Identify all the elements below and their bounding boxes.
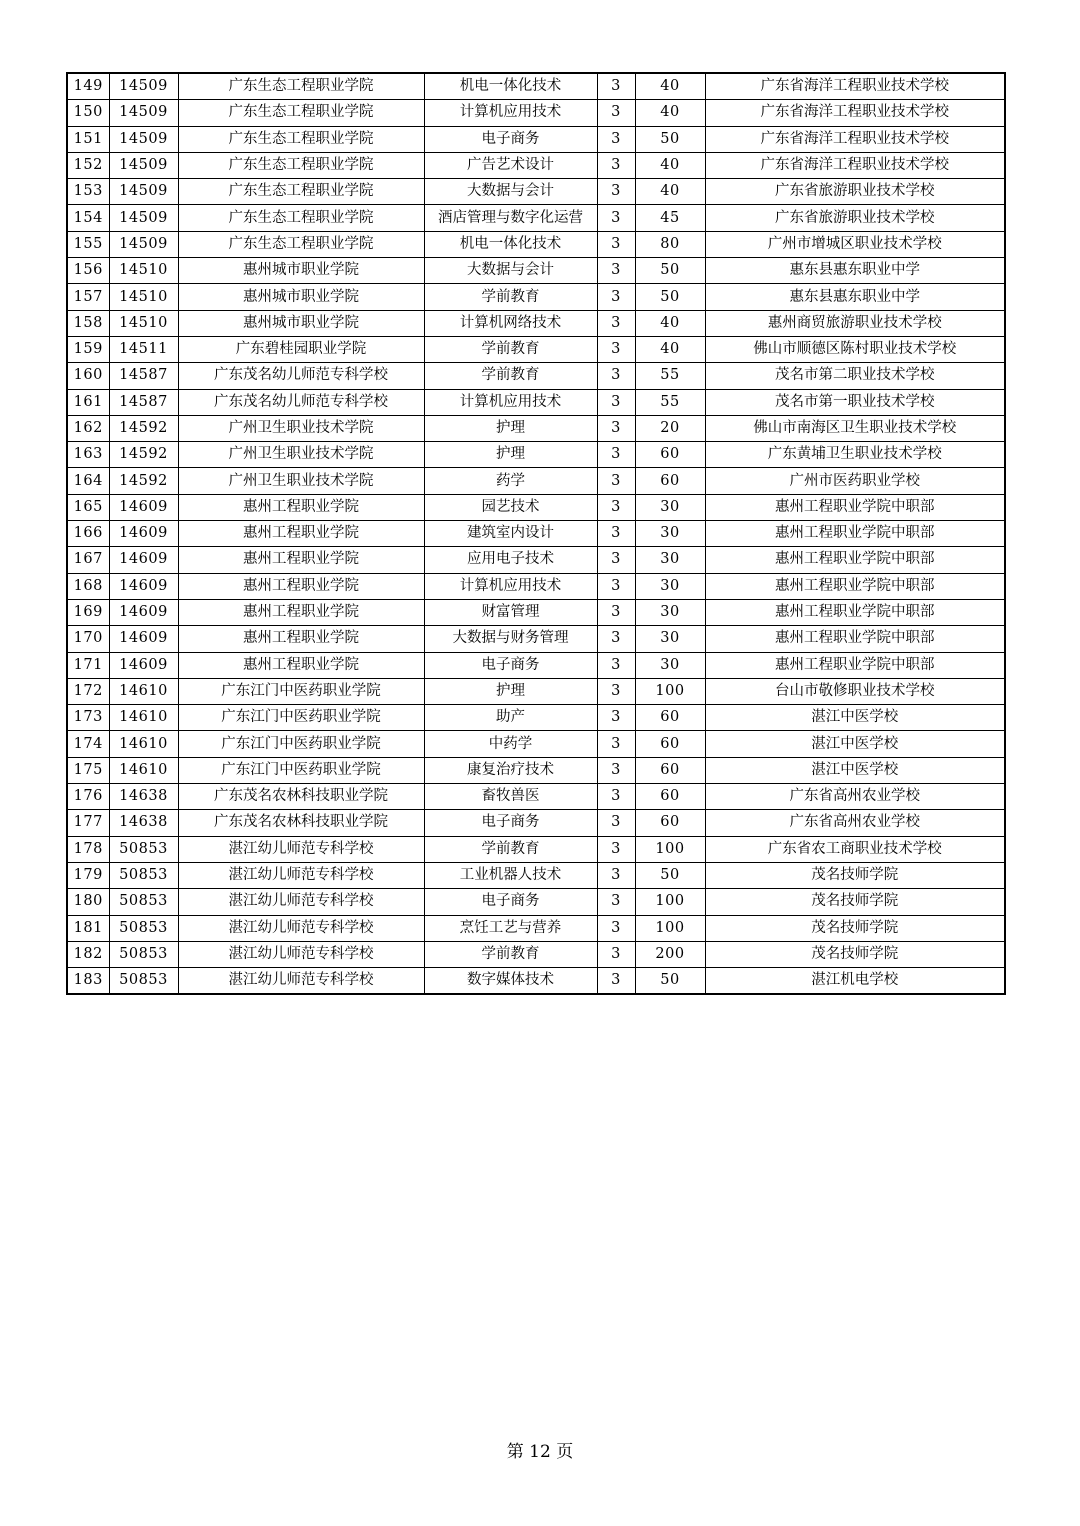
table-row bbox=[67, 494, 1005, 520]
college-name-cell: 广东生态工程职业学院 bbox=[178, 205, 424, 231]
school-code-cell: 14587 bbox=[109, 389, 178, 415]
college-name-cell: 广东生态工程职业学院 bbox=[178, 152, 424, 178]
row-index-cell: 150 bbox=[67, 100, 109, 126]
major-cell: 电子商务 bbox=[424, 889, 597, 915]
table-row bbox=[67, 862, 1005, 888]
major-cell: 计算机应用技术 bbox=[424, 100, 597, 126]
duration-cell: 3 bbox=[597, 363, 635, 389]
major-cell: 机电一体化技术 bbox=[424, 73, 597, 100]
table-row bbox=[67, 889, 1005, 915]
college-name-cell: 惠州工程职业学院 bbox=[178, 521, 424, 547]
school-code-cell: 14509 bbox=[109, 126, 178, 152]
duration-cell: 3 bbox=[597, 678, 635, 704]
college-name-cell: 广东生态工程职业学院 bbox=[178, 179, 424, 205]
major-cell: 大数据与会计 bbox=[424, 179, 597, 205]
quota-cell: 50 bbox=[635, 968, 705, 995]
row-index-cell: 149 bbox=[67, 73, 109, 100]
row-index-cell: 176 bbox=[67, 784, 109, 810]
duration-cell: 3 bbox=[597, 757, 635, 783]
college-name-cell: 湛江幼儿师范专科学校 bbox=[178, 968, 424, 995]
partner-school-cell: 广东省海洋工程职业技术学校 bbox=[705, 152, 1005, 178]
partner-school-cell: 广东黄埔卫生职业技术学校 bbox=[705, 442, 1005, 468]
partner-school-cell: 惠州工程职业学院中职部 bbox=[705, 573, 1005, 599]
quota-cell: 60 bbox=[635, 731, 705, 757]
row-index-cell: 171 bbox=[67, 652, 109, 678]
college-name-cell: 湛江幼儿师范专科学校 bbox=[178, 915, 424, 941]
row-index-cell: 164 bbox=[67, 468, 109, 494]
partner-school-cell: 湛江机电学校 bbox=[705, 968, 1005, 995]
quota-cell: 55 bbox=[635, 363, 705, 389]
major-cell: 数字媒体技术 bbox=[424, 968, 597, 995]
quota-cell: 60 bbox=[635, 784, 705, 810]
major-cell: 电子商务 bbox=[424, 126, 597, 152]
row-index-cell: 155 bbox=[67, 231, 109, 257]
partner-school-cell: 佛山市顺德区陈村职业技术学校 bbox=[705, 336, 1005, 362]
major-cell: 护理 bbox=[424, 678, 597, 704]
duration-cell: 3 bbox=[597, 889, 635, 915]
table-row bbox=[67, 678, 1005, 704]
duration-cell: 3 bbox=[597, 941, 635, 967]
college-name-cell: 广东茂名农林科技职业学院 bbox=[178, 784, 424, 810]
major-cell: 电子商务 bbox=[424, 652, 597, 678]
row-index-cell: 154 bbox=[67, 205, 109, 231]
major-cell: 大数据与财务管理 bbox=[424, 626, 597, 652]
table-row bbox=[67, 152, 1005, 178]
duration-cell: 3 bbox=[597, 336, 635, 362]
row-index-cell: 158 bbox=[67, 310, 109, 336]
duration-cell: 3 bbox=[597, 231, 635, 257]
duration-cell: 3 bbox=[597, 258, 635, 284]
major-cell: 园艺技术 bbox=[424, 494, 597, 520]
duration-cell: 3 bbox=[597, 205, 635, 231]
partner-school-cell: 广东省高州农业学校 bbox=[705, 810, 1005, 836]
partner-school-cell: 茂名技师学院 bbox=[705, 941, 1005, 967]
school-code-cell: 14609 bbox=[109, 573, 178, 599]
row-index-cell: 160 bbox=[67, 363, 109, 389]
duration-cell: 3 bbox=[597, 705, 635, 731]
partner-school-cell: 广东省海洋工程职业技术学校 bbox=[705, 126, 1005, 152]
row-index-cell: 167 bbox=[67, 547, 109, 573]
table-row bbox=[67, 652, 1005, 678]
quota-cell: 30 bbox=[635, 599, 705, 625]
major-cell: 中药学 bbox=[424, 731, 597, 757]
duration-cell: 3 bbox=[597, 100, 635, 126]
college-name-cell: 湛江幼儿师范专科学校 bbox=[178, 862, 424, 888]
row-index-cell: 180 bbox=[67, 889, 109, 915]
quota-cell: 100 bbox=[635, 678, 705, 704]
partner-school-cell: 惠州商贸旅游职业技术学校 bbox=[705, 310, 1005, 336]
duration-cell: 3 bbox=[597, 573, 635, 599]
row-index-cell: 177 bbox=[67, 810, 109, 836]
quota-cell: 60 bbox=[635, 468, 705, 494]
college-name-cell: 惠州城市职业学院 bbox=[178, 310, 424, 336]
quota-cell: 100 bbox=[635, 889, 705, 915]
school-code-cell: 14609 bbox=[109, 599, 178, 625]
college-name-cell: 湛江幼儿师范专科学校 bbox=[178, 889, 424, 915]
table-row bbox=[67, 731, 1005, 757]
quota-cell: 80 bbox=[635, 231, 705, 257]
row-index-cell: 178 bbox=[67, 836, 109, 862]
major-cell: 护理 bbox=[424, 442, 597, 468]
college-name-cell: 广东江门中医药职业学院 bbox=[178, 757, 424, 783]
table-row bbox=[67, 784, 1005, 810]
duration-cell: 3 bbox=[597, 915, 635, 941]
major-cell: 畜牧兽医 bbox=[424, 784, 597, 810]
school-code-cell: 50853 bbox=[109, 889, 178, 915]
school-code-cell: 14609 bbox=[109, 494, 178, 520]
table-row bbox=[67, 757, 1005, 783]
duration-cell: 3 bbox=[597, 442, 635, 468]
major-cell: 机电一体化技术 bbox=[424, 231, 597, 257]
partner-school-cell: 湛江中医学校 bbox=[705, 705, 1005, 731]
major-cell: 学前教育 bbox=[424, 336, 597, 362]
quota-cell: 50 bbox=[635, 284, 705, 310]
row-index-cell: 179 bbox=[67, 862, 109, 888]
college-name-cell: 广东江门中医药职业学院 bbox=[178, 678, 424, 704]
major-cell: 工业机器人技术 bbox=[424, 862, 597, 888]
school-code-cell: 14609 bbox=[109, 547, 178, 573]
quota-cell: 100 bbox=[635, 915, 705, 941]
table-row bbox=[67, 626, 1005, 652]
school-code-cell: 14509 bbox=[109, 231, 178, 257]
quota-cell: 60 bbox=[635, 442, 705, 468]
college-name-cell: 惠州城市职业学院 bbox=[178, 284, 424, 310]
school-code-cell: 14509 bbox=[109, 205, 178, 231]
major-cell: 广告艺术设计 bbox=[424, 152, 597, 178]
quota-cell: 60 bbox=[635, 757, 705, 783]
school-code-cell: 14610 bbox=[109, 678, 178, 704]
partner-school-cell: 广东省高州农业学校 bbox=[705, 784, 1005, 810]
college-name-cell: 广东生态工程职业学院 bbox=[178, 126, 424, 152]
quota-cell: 30 bbox=[635, 494, 705, 520]
partner-school-cell: 台山市敬修职业技术学校 bbox=[705, 678, 1005, 704]
partner-school-cell: 广东省海洋工程职业技术学校 bbox=[705, 100, 1005, 126]
table-row bbox=[67, 73, 1005, 100]
table-row bbox=[67, 310, 1005, 336]
duration-cell: 3 bbox=[597, 652, 635, 678]
table-row bbox=[67, 915, 1005, 941]
school-code-cell: 14509 bbox=[109, 179, 178, 205]
row-index-cell: 169 bbox=[67, 599, 109, 625]
duration-cell: 3 bbox=[597, 862, 635, 888]
table-row bbox=[67, 599, 1005, 625]
table-row bbox=[67, 573, 1005, 599]
row-index-cell: 170 bbox=[67, 626, 109, 652]
table-row bbox=[67, 810, 1005, 836]
partner-school-cell: 惠东县惠东职业中学 bbox=[705, 284, 1005, 310]
school-code-cell: 14509 bbox=[109, 152, 178, 178]
table-row bbox=[67, 363, 1005, 389]
partner-school-cell: 茂名技师学院 bbox=[705, 862, 1005, 888]
duration-cell: 3 bbox=[597, 731, 635, 757]
table-row bbox=[67, 205, 1005, 231]
school-code-cell: 14610 bbox=[109, 705, 178, 731]
school-code-cell: 14609 bbox=[109, 521, 178, 547]
partner-school-cell: 茂名市第二职业技术学校 bbox=[705, 363, 1005, 389]
college-name-cell: 广州卫生职业技术学院 bbox=[178, 442, 424, 468]
major-cell: 学前教育 bbox=[424, 941, 597, 967]
row-index-cell: 174 bbox=[67, 731, 109, 757]
row-index-cell: 161 bbox=[67, 389, 109, 415]
row-index-cell: 166 bbox=[67, 521, 109, 547]
table-row bbox=[67, 126, 1005, 152]
partner-school-cell: 惠州工程职业学院中职部 bbox=[705, 547, 1005, 573]
school-code-cell: 14509 bbox=[109, 73, 178, 100]
school-code-cell: 14509 bbox=[109, 100, 178, 126]
duration-cell: 3 bbox=[597, 626, 635, 652]
table-row bbox=[67, 100, 1005, 126]
school-code-cell: 14592 bbox=[109, 415, 178, 441]
quota-cell: 40 bbox=[635, 179, 705, 205]
school-code-cell: 14638 bbox=[109, 810, 178, 836]
major-cell: 计算机应用技术 bbox=[424, 573, 597, 599]
partner-school-cell: 广东省海洋工程职业技术学校 bbox=[705, 73, 1005, 100]
duration-cell: 3 bbox=[597, 494, 635, 520]
major-cell: 应用电子技术 bbox=[424, 547, 597, 573]
duration-cell: 3 bbox=[597, 810, 635, 836]
row-index-cell: 173 bbox=[67, 705, 109, 731]
partner-school-cell: 广东省农工商职业技术学校 bbox=[705, 836, 1005, 862]
college-name-cell: 惠州城市职业学院 bbox=[178, 258, 424, 284]
quota-cell: 60 bbox=[635, 810, 705, 836]
quota-cell: 20 bbox=[635, 415, 705, 441]
table-row bbox=[67, 468, 1005, 494]
partner-school-cell: 惠州工程职业学院中职部 bbox=[705, 494, 1005, 520]
college-name-cell: 广东生态工程职业学院 bbox=[178, 100, 424, 126]
duration-cell: 3 bbox=[597, 415, 635, 441]
partner-school-cell: 惠州工程职业学院中职部 bbox=[705, 652, 1005, 678]
school-code-cell: 14609 bbox=[109, 626, 178, 652]
table-row bbox=[67, 836, 1005, 862]
school-code-cell: 14511 bbox=[109, 336, 178, 362]
table-body bbox=[67, 73, 1005, 994]
major-cell: 烹饪工艺与营养 bbox=[424, 915, 597, 941]
school-code-cell: 50853 bbox=[109, 836, 178, 862]
table-row bbox=[67, 258, 1005, 284]
row-index-cell: 162 bbox=[67, 415, 109, 441]
college-name-cell: 广东生态工程职业学院 bbox=[178, 73, 424, 100]
college-name-cell: 惠州工程职业学院 bbox=[178, 494, 424, 520]
quota-cell: 40 bbox=[635, 100, 705, 126]
partner-school-cell: 广东省旅游职业技术学校 bbox=[705, 179, 1005, 205]
school-code-cell: 50853 bbox=[109, 862, 178, 888]
school-code-cell: 50853 bbox=[109, 968, 178, 995]
row-index-cell: 165 bbox=[67, 494, 109, 520]
row-index-cell: 175 bbox=[67, 757, 109, 783]
major-cell: 建筑室内设计 bbox=[424, 521, 597, 547]
duration-cell: 3 bbox=[597, 968, 635, 995]
page-number: 第 12 页 bbox=[506, 1442, 574, 1462]
partner-school-cell: 茂名市第一职业技术学校 bbox=[705, 389, 1005, 415]
major-cell: 财富管理 bbox=[424, 599, 597, 625]
college-name-cell: 广东生态工程职业学院 bbox=[178, 231, 424, 257]
quota-cell: 45 bbox=[635, 205, 705, 231]
college-name-cell: 惠州工程职业学院 bbox=[178, 652, 424, 678]
quota-cell: 50 bbox=[635, 862, 705, 888]
college-name-cell: 广州卫生职业技术学院 bbox=[178, 415, 424, 441]
duration-cell: 3 bbox=[597, 310, 635, 336]
duration-cell: 3 bbox=[597, 599, 635, 625]
duration-cell: 3 bbox=[597, 126, 635, 152]
table-row bbox=[67, 179, 1005, 205]
quota-cell: 50 bbox=[635, 258, 705, 284]
partner-school-cell: 广州市医药职业学校 bbox=[705, 468, 1005, 494]
quota-cell: 30 bbox=[635, 547, 705, 573]
school-code-cell: 50853 bbox=[109, 941, 178, 967]
duration-cell: 3 bbox=[597, 468, 635, 494]
table-row bbox=[67, 284, 1005, 310]
major-cell: 药学 bbox=[424, 468, 597, 494]
major-cell: 计算机应用技术 bbox=[424, 389, 597, 415]
table-row bbox=[67, 968, 1005, 995]
major-cell: 电子商务 bbox=[424, 810, 597, 836]
school-code-cell: 14610 bbox=[109, 757, 178, 783]
quota-cell: 30 bbox=[635, 573, 705, 599]
major-cell: 酒店管理与数字化运营 bbox=[424, 205, 597, 231]
duration-cell: 3 bbox=[597, 521, 635, 547]
table-row bbox=[67, 231, 1005, 257]
college-name-cell: 湛江幼儿师范专科学校 bbox=[178, 941, 424, 967]
partner-school-cell: 佛山市南海区卫生职业技术学校 bbox=[705, 415, 1005, 441]
partner-school-cell: 惠州工程职业学院中职部 bbox=[705, 599, 1005, 625]
quota-cell: 50 bbox=[635, 126, 705, 152]
college-name-cell: 惠州工程职业学院 bbox=[178, 547, 424, 573]
row-index-cell: 157 bbox=[67, 284, 109, 310]
major-cell: 计算机网络技术 bbox=[424, 310, 597, 336]
row-index-cell: 159 bbox=[67, 336, 109, 362]
major-cell: 助产 bbox=[424, 705, 597, 731]
quota-cell: 100 bbox=[635, 836, 705, 862]
school-code-cell: 14510 bbox=[109, 258, 178, 284]
college-name-cell: 湛江幼儿师范专科学校 bbox=[178, 836, 424, 862]
major-cell: 学前教育 bbox=[424, 284, 597, 310]
duration-cell: 3 bbox=[597, 73, 635, 100]
duration-cell: 3 bbox=[597, 179, 635, 205]
college-name-cell: 广东江门中医药职业学院 bbox=[178, 705, 424, 731]
duration-cell: 3 bbox=[597, 389, 635, 415]
major-cell: 学前教育 bbox=[424, 836, 597, 862]
quota-cell: 60 bbox=[635, 705, 705, 731]
quota-cell: 55 bbox=[635, 389, 705, 415]
duration-cell: 3 bbox=[597, 836, 635, 862]
row-index-cell: 182 bbox=[67, 941, 109, 967]
duration-cell: 3 bbox=[597, 152, 635, 178]
partner-school-cell: 茂名技师学院 bbox=[705, 915, 1005, 941]
school-code-cell: 14592 bbox=[109, 468, 178, 494]
partner-school-cell: 茂名技师学院 bbox=[705, 889, 1005, 915]
school-code-cell: 50853 bbox=[109, 915, 178, 941]
quota-cell: 30 bbox=[635, 626, 705, 652]
table-row bbox=[67, 442, 1005, 468]
school-code-cell: 14510 bbox=[109, 284, 178, 310]
major-cell: 康复治疗技术 bbox=[424, 757, 597, 783]
quota-cell: 40 bbox=[635, 73, 705, 100]
table-row bbox=[67, 941, 1005, 967]
partner-school-cell: 湛江中医学校 bbox=[705, 731, 1005, 757]
college-name-cell: 广州卫生职业技术学院 bbox=[178, 468, 424, 494]
duration-cell: 3 bbox=[597, 284, 635, 310]
quota-cell: 30 bbox=[635, 652, 705, 678]
partner-school-cell: 惠东县惠东职业中学 bbox=[705, 258, 1005, 284]
table-row bbox=[67, 705, 1005, 731]
row-index-cell: 151 bbox=[67, 126, 109, 152]
major-cell: 大数据与会计 bbox=[424, 258, 597, 284]
quota-cell: 200 bbox=[635, 941, 705, 967]
quota-cell: 30 bbox=[635, 521, 705, 547]
college-name-cell: 广东茂名幼儿师范专科学校 bbox=[178, 389, 424, 415]
row-index-cell: 152 bbox=[67, 152, 109, 178]
school-code-cell: 14510 bbox=[109, 310, 178, 336]
partner-school-cell: 广州市增城区职业技术学校 bbox=[705, 231, 1005, 257]
school-code-cell: 14592 bbox=[109, 442, 178, 468]
major-cell: 学前教育 bbox=[424, 363, 597, 389]
row-index-cell: 153 bbox=[67, 179, 109, 205]
college-name-cell: 广东茂名幼儿师范专科学校 bbox=[178, 363, 424, 389]
duration-cell: 3 bbox=[597, 547, 635, 573]
table-row bbox=[67, 547, 1005, 573]
quota-cell: 40 bbox=[635, 310, 705, 336]
duration-cell: 3 bbox=[597, 784, 635, 810]
row-index-cell: 168 bbox=[67, 573, 109, 599]
row-index-cell: 163 bbox=[67, 442, 109, 468]
row-index-cell: 183 bbox=[67, 968, 109, 995]
partner-school-cell: 广东省旅游职业技术学校 bbox=[705, 205, 1005, 231]
enrollment-table bbox=[66, 72, 1006, 995]
table-row bbox=[67, 415, 1005, 441]
partner-school-cell: 惠州工程职业学院中职部 bbox=[705, 521, 1005, 547]
school-code-cell: 14609 bbox=[109, 652, 178, 678]
table-row bbox=[67, 521, 1005, 547]
quota-cell: 40 bbox=[635, 336, 705, 362]
school-code-cell: 14587 bbox=[109, 363, 178, 389]
school-code-cell: 14610 bbox=[109, 731, 178, 757]
row-index-cell: 172 bbox=[67, 678, 109, 704]
row-index-cell: 181 bbox=[67, 915, 109, 941]
table-row bbox=[67, 336, 1005, 362]
college-name-cell: 广东碧桂园职业学院 bbox=[178, 336, 424, 362]
school-code-cell: 14638 bbox=[109, 784, 178, 810]
table-row bbox=[67, 389, 1005, 415]
quota-cell: 40 bbox=[635, 152, 705, 178]
college-name-cell: 惠州工程职业学院 bbox=[178, 599, 424, 625]
partner-school-cell: 惠州工程职业学院中职部 bbox=[705, 626, 1005, 652]
major-cell: 护理 bbox=[424, 415, 597, 441]
college-name-cell: 惠州工程职业学院 bbox=[178, 626, 424, 652]
partner-school-cell: 湛江中医学校 bbox=[705, 757, 1005, 783]
row-index-cell: 156 bbox=[67, 258, 109, 284]
college-name-cell: 广东江门中医药职业学院 bbox=[178, 731, 424, 757]
college-name-cell: 广东茂名农林科技职业学院 bbox=[178, 810, 424, 836]
college-name-cell: 惠州工程职业学院 bbox=[178, 573, 424, 599]
